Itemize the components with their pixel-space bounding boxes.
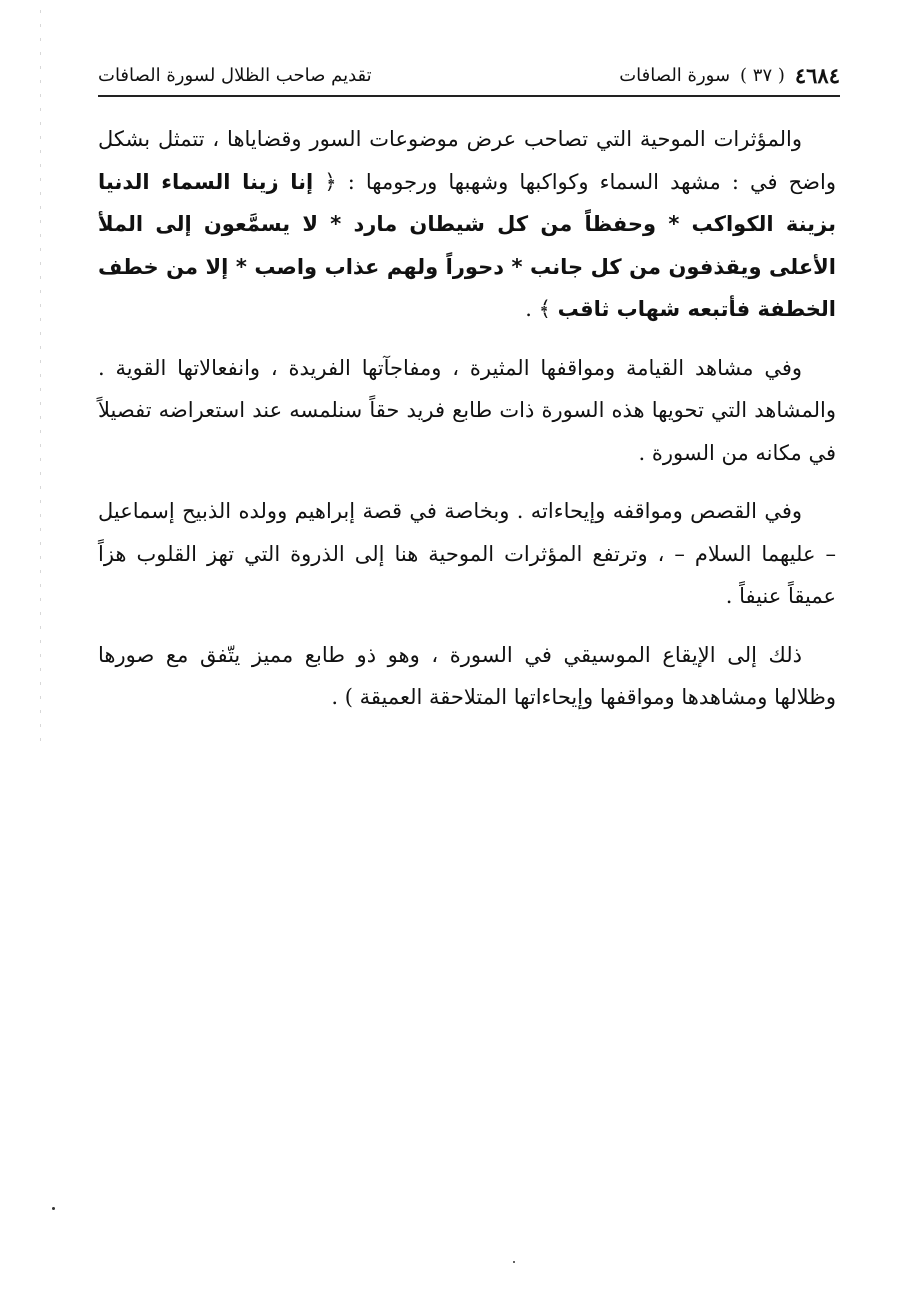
surah-name: سورة الصافات: [619, 64, 731, 86]
scan-edge-marks: [40, 10, 41, 750]
page-number: ٤٦٨٤: [794, 62, 840, 88]
paragraph-1: [98, 118, 836, 331]
header-surah-info: [619, 63, 840, 88]
verse-open-bracket: ﴿: [324, 169, 337, 194]
paragraph-3: وفي القصص ومواقفه وإيحاءاته . وبخاصة في قصة إبراهيم وولده الذبيح إسماعيل – عليهما السلام – ، وترتفع المؤثرات الموحية هنا إلى الذروة التي تهز القلوب هزاً عميقاً عنيفاً .: [98, 499, 836, 608]
header-rule: [98, 95, 840, 97]
running-header: [98, 58, 840, 92]
paragraph-4: ذلك إلى الإيقاع الموسيقي في السورة ، وهو ذو طابع مميز يتّفق مع صورها وظلالها ومشاهدها ومواقفها وإيحاءاتها المتلاحقة العميقة ) .: [98, 642, 836, 709]
scan-speck: [52, 1207, 55, 1210]
page-body: [98, 118, 836, 735]
quran-verse: إنا زينا السماء الدنيا بزينة الكواكب * وحفظاً من كل شيطان مارد * لا يسمَّعون إلى الملأ الأعلى ويقذفون من كل جانب * دحوراً ولهم عذاب واصب * إلا من خطف الخطفة فأتبعه شهاب ثاقب: [98, 169, 836, 321]
paragraph-2: وفي مشاهد القيامة ومواقفها المثيرة ، ومفاجآتها الفريدة ، وانفعالاتها القوية . والمشاهد التي تحويها هذه السورة ذات طابع فريد حقاً سنلمسه عند استعراضه تفصيلاً في مكانه من السورة .: [98, 355, 836, 465]
paragraph-1-intro: والمؤثرات الموحية التي تصاحب عرض موضوعات السور وقضاياها ، تتمثل بشكل واضح في : مشهد السماء وكواكبها وشهبها ورجومها :: [98, 127, 836, 194]
paragraph-1-end: .: [525, 297, 532, 321]
section-title: تقديم صاحب الظلال لسورة الصافات: [98, 64, 372, 86]
verse-close-bracket: ﴾: [538, 297, 551, 321]
scan-speck: [513, 1261, 515, 1263]
surah-number: ( ٣٧ ): [740, 64, 785, 86]
